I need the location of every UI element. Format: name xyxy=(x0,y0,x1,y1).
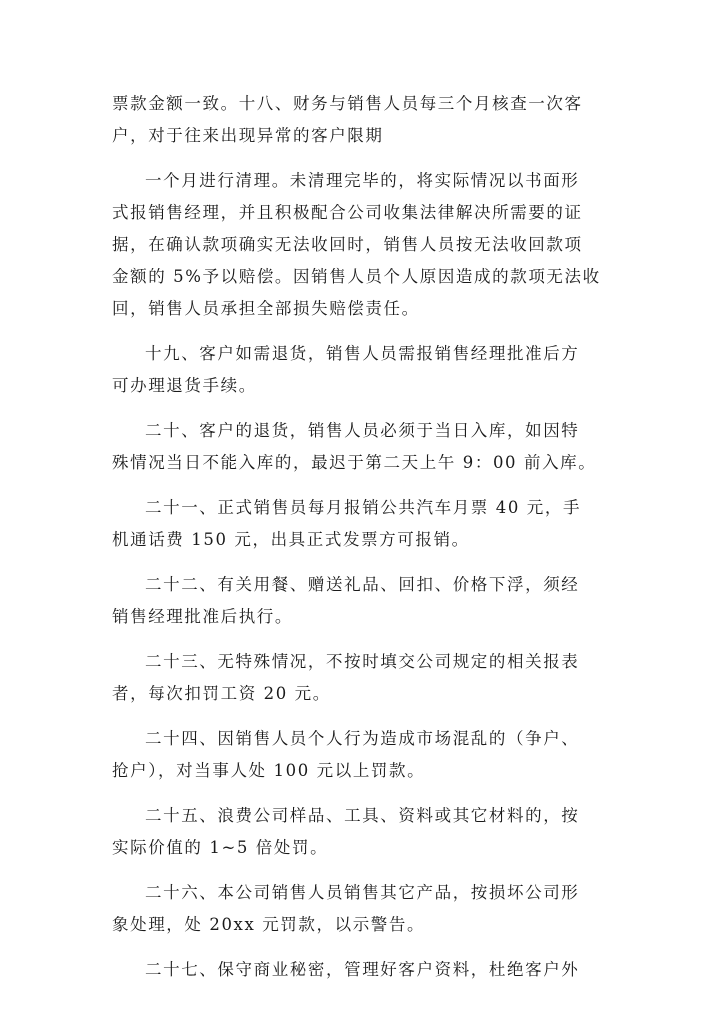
document-body xyxy=(112,88,624,986)
paragraph-gap xyxy=(112,325,624,338)
text-line: 十九、客户如需退货，销售人员需报销售经理批准后方 xyxy=(145,344,580,363)
paragraph-gap xyxy=(112,479,624,492)
text-line: 回，销售人员承担全部损失赔偿责任。 xyxy=(112,299,420,318)
text-line: 二十四、因销售人员个人行为造成市场混乱的（争户、 xyxy=(145,729,580,748)
text-line: 殊情况当日不能入库的，最迟于第二天上午 9：00 前入库。 xyxy=(112,453,597,472)
paragraph xyxy=(112,415,624,479)
text-line: 销售经理批准后执行。 xyxy=(112,607,293,626)
paragraph-gap xyxy=(112,152,624,165)
text-line: 可办理退货手续。 xyxy=(112,376,257,395)
paragraph xyxy=(112,165,624,325)
paragraph xyxy=(112,569,624,633)
paragraph xyxy=(112,877,624,941)
paragraph xyxy=(112,338,624,402)
text-line: 机通话费 150 元，出具正式发票方可报销。 xyxy=(112,530,470,549)
text-line: 抢户），对当事人处 100 元以上罚款。 xyxy=(112,761,426,780)
text-line: 户，对于往来出现异常的客户限期 xyxy=(112,126,384,145)
text-line: 二十二、有关用餐、赠送礼品、回扣、价格下浮，须经 xyxy=(145,575,580,594)
text-line: 二十一、正式销售员每月报销公共汽车月票 40 元，手 xyxy=(145,498,582,517)
paragraph xyxy=(112,88,624,152)
paragraph xyxy=(112,492,624,556)
text-line: 式报销售经理，并且积极配合公司收集法律解决所需要的证 xyxy=(112,203,583,222)
text-line: 二十七、保守商业秘密，管理好客户资料，杜绝客户外 xyxy=(145,960,580,979)
paragraph-gap xyxy=(112,787,624,800)
paragraph-gap xyxy=(112,556,624,569)
text-line: 二十五、浪费公司样品、工具、资料或其它材料的，按 xyxy=(145,806,580,825)
text-line: 二十、客户的退货，销售人员必须于当日入库，如因特 xyxy=(145,421,580,440)
paragraph-gap xyxy=(112,710,624,723)
paragraph-gap xyxy=(112,633,624,646)
text-line: 二十六、本公司销售人员销售其它产品，按损坏公司形 xyxy=(145,883,580,902)
text-line: 二十三、无特殊情况，不按时填交公司规定的相关报表 xyxy=(145,652,580,671)
text-line: 象处理，处 20xx 元罚款，以示警告。 xyxy=(112,915,426,934)
paragraph xyxy=(112,800,624,864)
text-line: 者，每次扣罚工资 20 元。 xyxy=(112,684,331,703)
text-line: 实际价值的 1~5 倍处罚。 xyxy=(112,838,329,857)
text-line: 据，在确认款项确实无法收回时，销售人员按无法收回款项 xyxy=(112,235,583,254)
text-line: 票款金额一致。十八、财务与销售人员每三个月核查一次客 xyxy=(112,94,583,113)
paragraph-gap xyxy=(112,941,624,954)
paragraph xyxy=(112,723,624,787)
paragraph-gap xyxy=(112,864,624,877)
text-line: 一个月进行清理。未清理完毕的，将实际情况以书面形 xyxy=(145,171,580,190)
paragraph xyxy=(112,954,624,986)
text-line: 金额的 5%予以赔偿。因销售人员个人原因造成的款项无法收 xyxy=(112,267,601,286)
paragraph-gap xyxy=(112,402,624,415)
paragraph xyxy=(112,646,624,710)
